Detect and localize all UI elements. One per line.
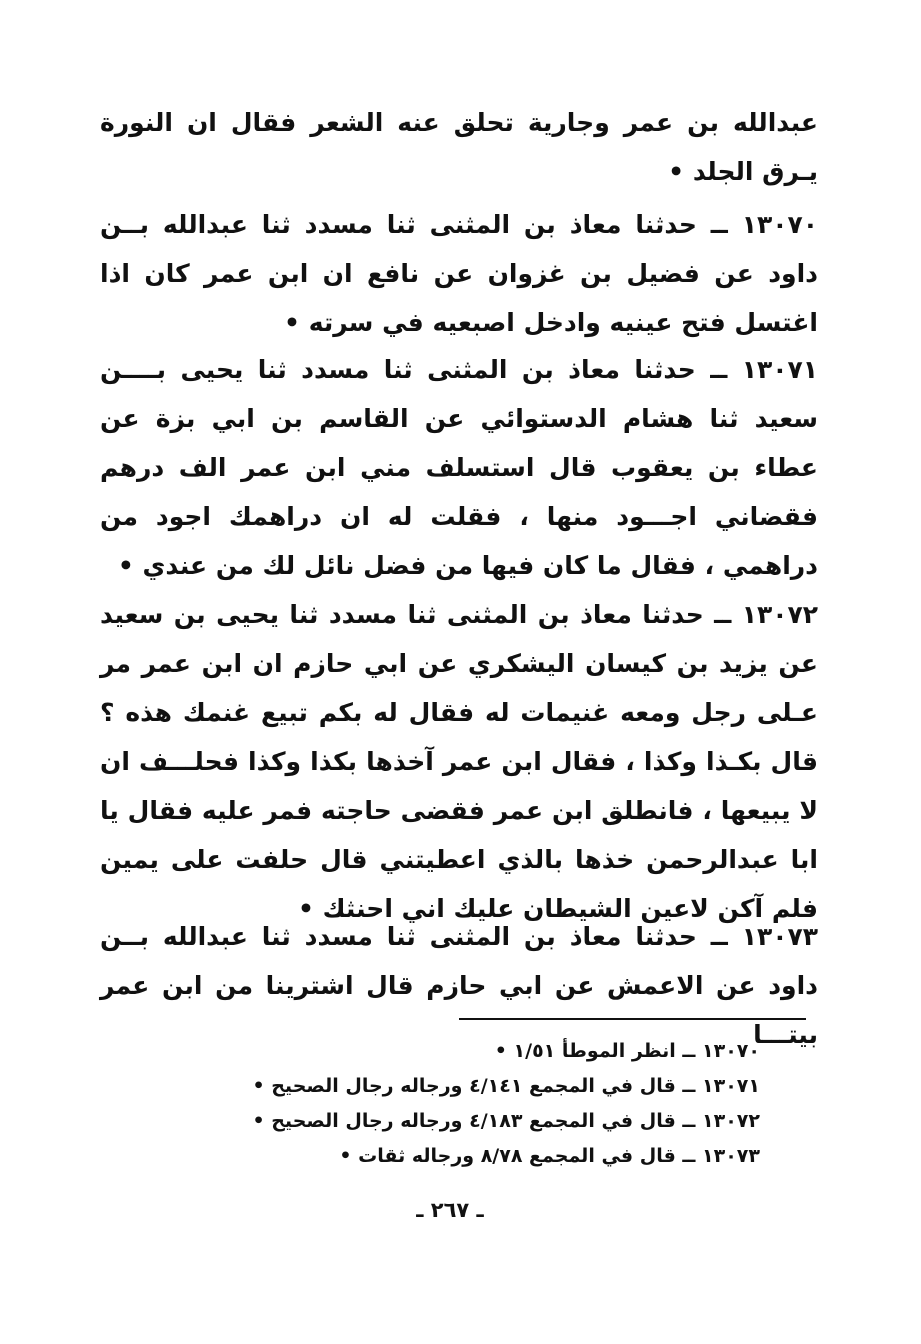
footnote-13071: ١٣٠٧١ ــ قال في المجمع ٤/١٤١ ورجاله رجال الصحيح • xyxy=(252,1075,760,1097)
hadith-13071: ١٣٠٧١ ــ حدثنا معاذ بن المثنى ثنا مسدد ثنا يحيى بــــن سعيد ثنا هشام الدستوائي عن القاسم بن ابي بزة عن عطاء بن يعقوب قال استسلف مني ابن عمر الف درهم فقضاني اجـــود منها ، فقلت له ان دراهمك اجود من دراهمي ، فقال ما كان فيها من فضل نائل لك من عندي • xyxy=(100,355,818,580)
hadith-13073: ١٣٠٧٣ ــ حدثنا معاذ بن المثنى ثنا مسدد ثنا عبدالله بــن داود عن الاعمش عن ابي حازم قال اشترينا من ابن عمر بيتـــا xyxy=(100,922,818,1049)
footnotes xyxy=(200,1034,760,1174)
page-number: ـ ٢٦٧ ـ xyxy=(416,1198,484,1222)
footnote-separator xyxy=(459,1018,806,1020)
footnote-13073: ١٣٠٧٣ ــ قال في المجمع ٨/٧٨ ورجاله ثقات • xyxy=(339,1145,760,1167)
hadith-13072: ١٣٠٧٢ ــ حدثنا معاذ بن المثنى ثنا مسدد ثنا يحيى بن سعيد عن يزيد بن كيسان اليشكري عن ابي حازم ان ابن عمر مر عـلى رجل ومعه غنيمات له فقال له بكم تبيع غنمك هذه ؟ قال بكـذا وكذا ، فقال ابن عمر آخذها بكذا وكذا فحلـــف ان لا يبيعها ، فانطلق ابن عمر فقضى حاجته فمر عليه فقال يا ابا عبدالرحمن خذها بالذي اعطيتني قال حلفت على يمين فلم آكن لاعين الشيطان عليك اني احنثك • xyxy=(100,600,818,923)
footnote-13070: ١٣٠٧٠ ــ انظر الموطأ ١/٥١ • xyxy=(494,1040,760,1062)
paragraph-continuation: عبدالله بن عمر وجارية تحلق عنه الشعر فقال ان النورة يـرق الجلد • xyxy=(100,108,818,186)
footnote-13072: ١٣٠٧٢ ــ قال في المجمع ٤/١٨٣ ورجاله رجال الصحيح • xyxy=(252,1110,760,1132)
hadith-13070: ١٣٠٧٠ ــ حدثنا معاذ بن المثنى ثنا مسدد ثنا عبدالله بــن داود عن فضيل بن غزوان عن نافع ان ابن عمر كان اذا اغتسل فتح عينيه وادخل اصبعيه في سرته • xyxy=(100,210,818,337)
